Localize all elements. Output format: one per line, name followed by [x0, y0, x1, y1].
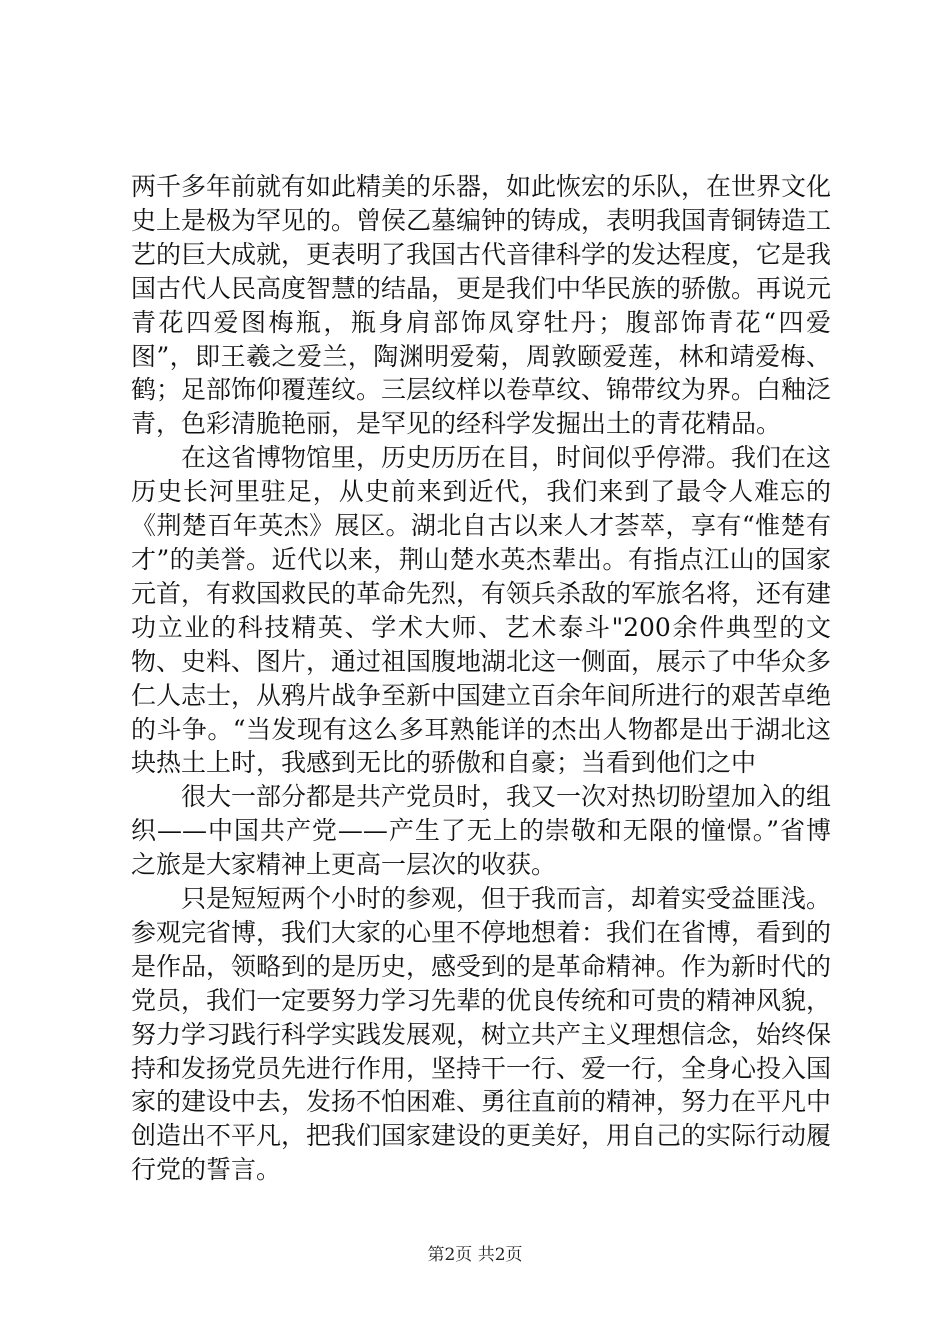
paragraph-2: 在这省博物馆里，历史历历在目，时间似乎停滞。我们在这历史长河里驻足，从史前来到近代，我们来到了最令人难忘的《荆楚百年英杰》展区。湖北自古以来人才荟萃，享有“惟楚有才”的美誉。近代以来，荆山楚水英杰辈出。有指点江山的国家元首，有救国救民的革命先烈，有领兵杀敌的军旅名将，还有建功立业的科技精英、学术大师、艺术泰斗"200余件典型的文物、史料、图片，通过祖国腹地湖北这一侧面，展示了中华众多仁人志士，从鸦片战争至新中国建立百余年间所进行的艰苦卓绝的斗争。“当发现有这么多耳熟能详的杰出人物都是出于湖北这块热土上时，我感到无比的骄傲和自豪；当看到他们之中 — [131, 443, 832, 778]
paragraph-1: 两千多年前就有如此精美的乐器，如此恢宏的乐队，在世界文化史上是极为罕见的。曾侯乙墓编钟的铸成，表明我国青铜铸造工艺的巨大成就，更表明了我国古代音律科学的发达程度，它是我国古代人民高度智慧的结晶，更是我们中华民族的骄傲。再说元青花四爱图梅瓶，瓶身肩部饰凤穿牡丹；腹部饰青花“四爱图”，即王羲之爱兰，陶渊明爱菊，周敦颐爱莲，林和靖爱梅、鹤；足部饰仰覆莲纹。三层纹样以卷草纹、锦带纹为界。白釉泛青，色彩清脆艳丽，是罕见的经科学发掘出土的青花精品。 — [131, 172, 832, 439]
page-footer: 第2页 共2页 — [427, 1245, 523, 1265]
document-body — [131, 170, 831, 1187]
paragraph-3: 很大一部分都是共产党员时，我又一次对热切盼望加入的组织——中国共产党——产生了无上的崇敬和无限的憧憬。”省博之旅是大家精神上更高一层次的收获。 — [131, 782, 832, 880]
paragraph-4: 只是短短两个小时的参观，但于我而言，却着实受益匪浅。参观完省博，我们大家的心里不停地想着：我们在省博，看到的是作品，领略到的是历史，感受到的是革命精神。作为新时代的党员，我们一定要努力学习先辈的优良传统和可贵的精神风貌，努力学习践行科学实践发展观，树立共产主义理想信念，始终保持和发扬党员先进行作用，坚持干一行、爱一行，全身心投入国家的建设中去，发扬不怕困难、勇往直前的精神，努力在平凡中创造出不平凡，把我们国家建设的更美好，用自己的实际行动履行党的誓言。 — [131, 884, 832, 1185]
